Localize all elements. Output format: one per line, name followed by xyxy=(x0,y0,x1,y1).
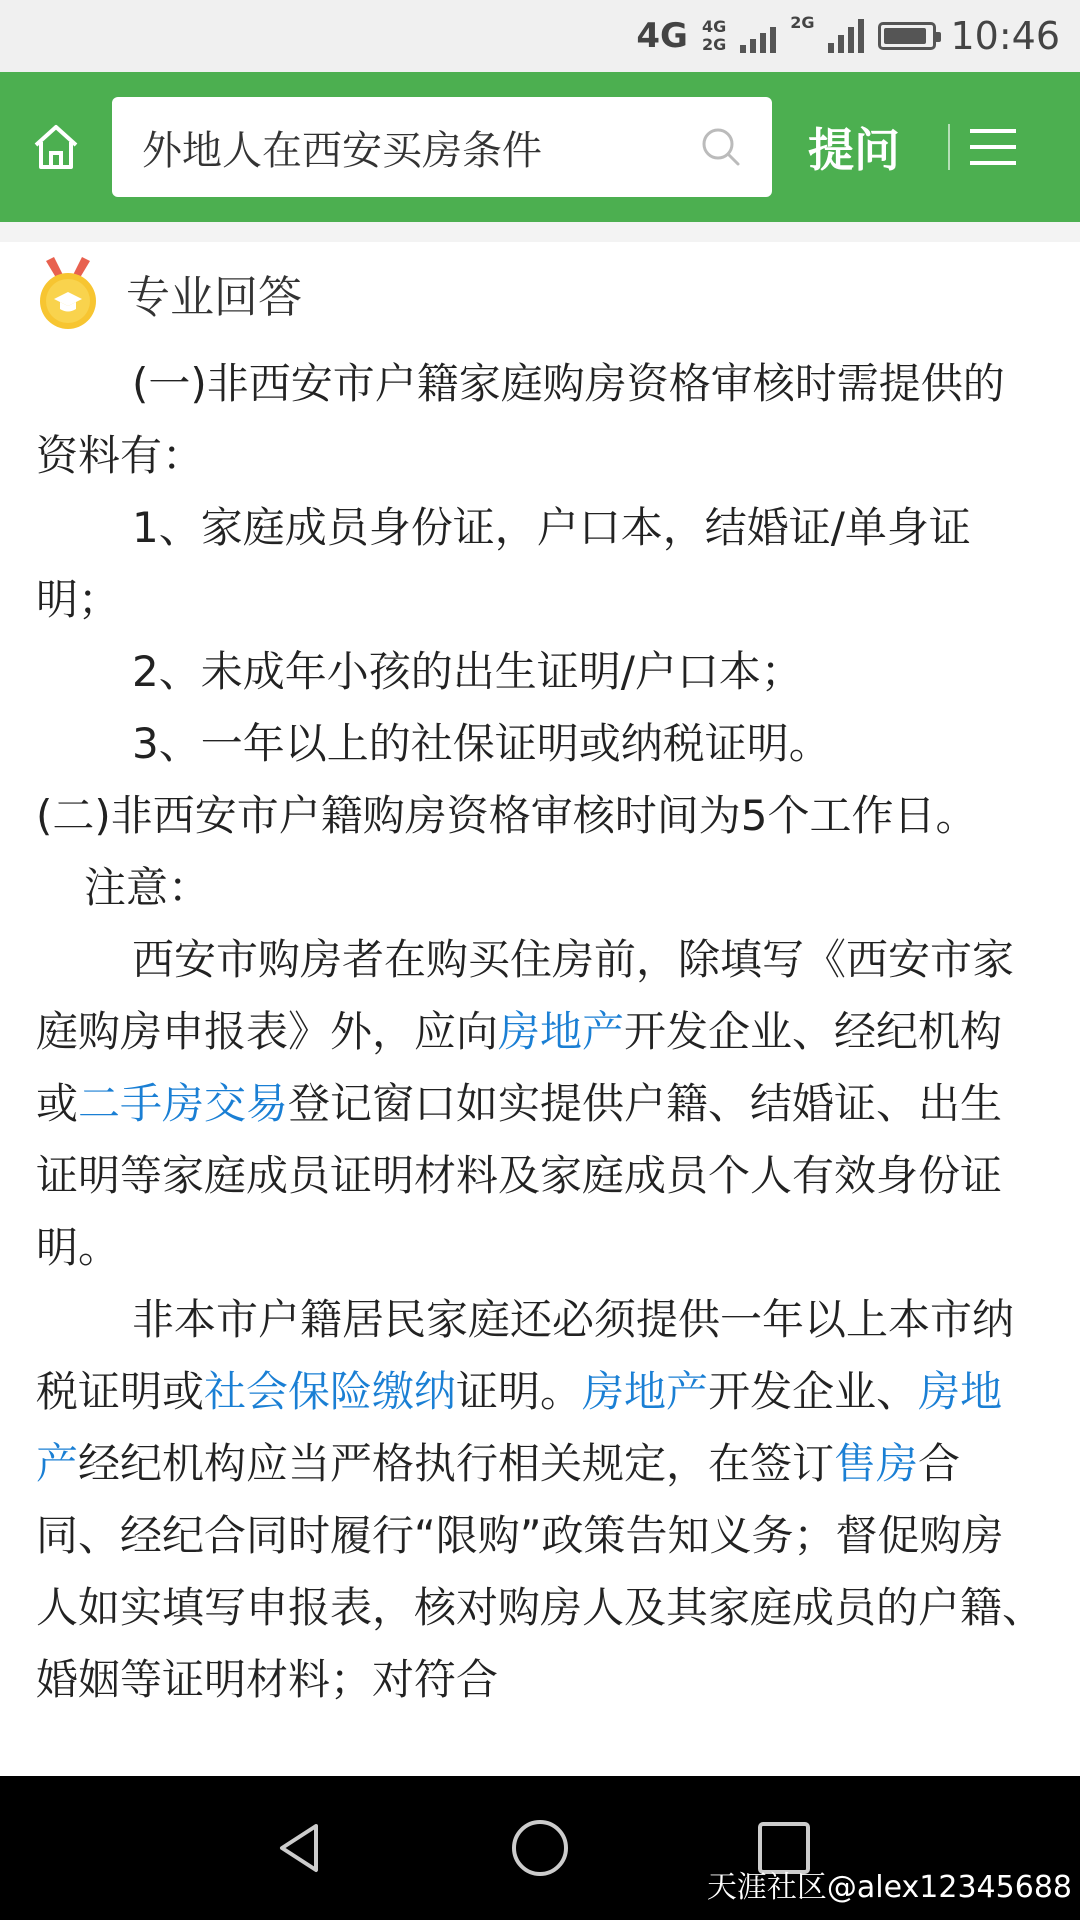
answer-paragraph: 1、家庭成员身份证，户口本，结婚证/单身证明； xyxy=(36,503,971,624)
network-type: 4G xyxy=(636,16,688,56)
answer-body xyxy=(36,348,1044,1716)
signal-icon xyxy=(740,19,776,53)
keyword-link-second-hand-housing[interactable]: 二手房交易 xyxy=(78,1079,289,1128)
home-button[interactable] xyxy=(0,72,112,222)
network-type-top: 4G xyxy=(701,17,727,36)
network-type-secondary: 2G xyxy=(790,13,815,32)
search-icon[interactable] xyxy=(700,126,742,168)
battery-icon xyxy=(878,22,936,50)
search-input[interactable] xyxy=(112,97,772,197)
signal-icon-2 xyxy=(828,19,864,53)
paragraph-text: 经纪机构应当严格执行相关规定，在签订 xyxy=(78,1439,835,1488)
medal-icon xyxy=(36,255,100,331)
home-nav-icon[interactable] xyxy=(510,1818,570,1878)
section-gap xyxy=(0,222,1080,242)
watermark: 天涯社区@alex12345688 xyxy=(706,1870,1072,1905)
answer-paragraph: (一)非西安市户籍家庭购房资格审核时需提供的资料有： xyxy=(36,359,1005,480)
status-bar xyxy=(0,0,1080,72)
search-query: 外地人在西安买房条件 xyxy=(142,127,542,174)
answer-paragraph: (二)非西安市户籍购房资格审核时间为5个工作日。 xyxy=(36,791,978,840)
answer-paragraph: 3、一年以上的社保证明或纳税证明。 xyxy=(132,719,831,768)
paragraph-text: 开发企业、 xyxy=(708,1367,919,1416)
answer-content xyxy=(0,242,1080,1716)
answer-paragraph: 注意： xyxy=(84,863,211,912)
network-type-bottom: 2G xyxy=(701,35,727,54)
back-icon[interactable] xyxy=(270,1818,330,1878)
paragraph-text: 开发企业、经纪机构或 xyxy=(36,1007,1003,1128)
keyword-link-real-estate[interactable]: 房地产 xyxy=(582,1367,709,1416)
answer-paragraph xyxy=(36,1284,1044,1716)
section-header xyxy=(36,248,1044,338)
keyword-link-social-insurance[interactable]: 社会保险缴纳 xyxy=(204,1367,457,1416)
paragraph-text: 证明。 xyxy=(456,1367,583,1416)
network-type-stack xyxy=(702,18,726,54)
keyword-link-real-estate[interactable]: 房地产 xyxy=(36,1367,1003,1488)
paragraph-text: 登记窗口如实提供户籍、结婚证、出生证明等家庭成员证明材料及家庭成员个人有效身份证明。 xyxy=(36,1079,1003,1272)
answer-paragraph: 2、未成年小孩的出生证明/户口本； xyxy=(132,647,803,696)
header-divider xyxy=(948,124,950,170)
top-header xyxy=(0,72,1080,222)
ask-question-button[interactable]: 提问 xyxy=(808,123,900,177)
home-icon xyxy=(30,121,82,173)
system-nav-bar xyxy=(0,1776,1080,1920)
keyword-link-house-sale[interactable]: 售房 xyxy=(834,1439,919,1488)
clock: 10:46 xyxy=(950,14,1060,58)
section-title: 专业回答 xyxy=(126,272,302,323)
paragraph-text: 非本市户籍居民家庭还必须提供一年以上本市纳税证明或 xyxy=(36,1295,1015,1416)
paragraph-text: 合同、经纪合同时履行“限购”政策告知义务；督促购房人如实填写申报表，核对购房人及其家庭成员的户籍、婚姻等证明材料；对符合 xyxy=(36,1439,1045,1704)
paragraph-text: 西安市购房者在购买住房前，除填写《西安市家庭购房申报表》外，应向 xyxy=(36,935,1015,1056)
answer-paragraph xyxy=(36,924,1044,1284)
keyword-link-real-estate[interactable]: 房地产 xyxy=(498,1007,625,1056)
menu-icon[interactable] xyxy=(970,129,1016,165)
